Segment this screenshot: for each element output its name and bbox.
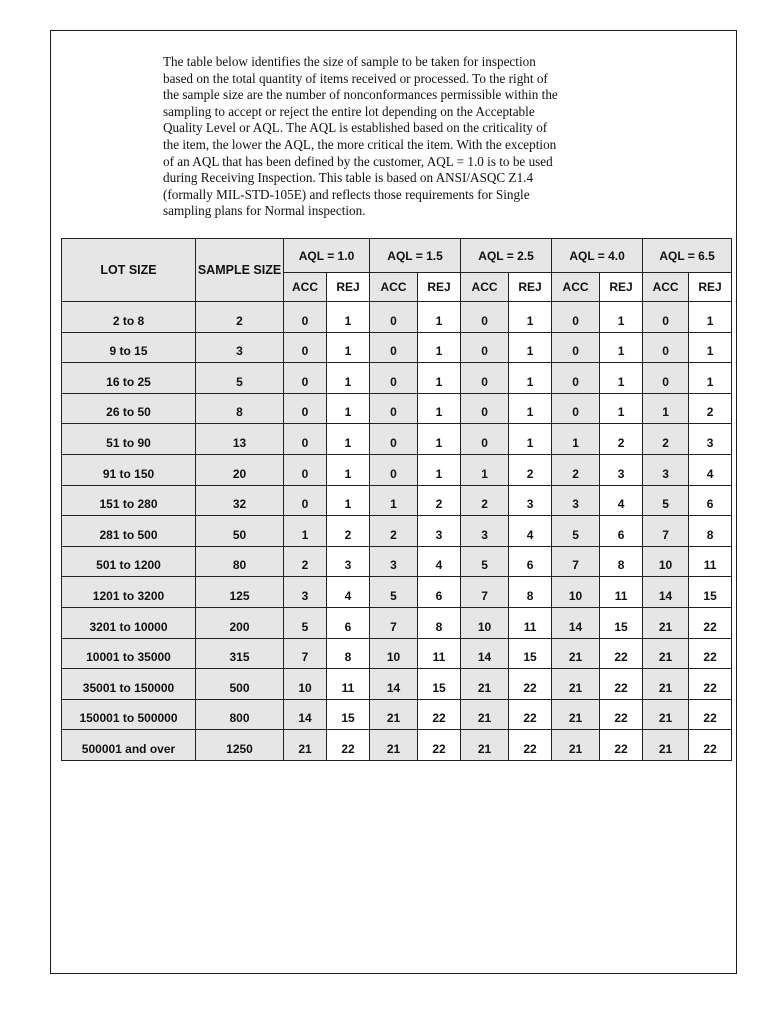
intro-line: The table below identifies the size of sample to be taken for inspection [163,54,536,69]
acc-cell: 2 [552,454,600,485]
rej-cell: 2 [689,393,732,424]
rej-cell: 1 [509,302,552,333]
lot-size-cell: 3201 to 10000 [62,607,196,638]
acc-cell: 5 [552,516,600,547]
rej-cell: 4 [327,577,370,608]
rej-cell: 22 [689,638,732,669]
table-row [62,607,732,638]
acc-cell: 3 [643,454,689,485]
acc-cell: 2 [643,424,689,455]
acc-cell: 14 [284,699,327,730]
lot-size-cell: 151 to 280 [62,485,196,516]
rej-cell: 11 [600,577,643,608]
acc-header: ACC [284,273,327,302]
rej-cell: 15 [689,577,732,608]
acc-cell: 0 [370,332,418,363]
acc-header: ACC [643,273,689,302]
rej-header: REJ [418,273,461,302]
rej-cell: 1 [418,363,461,394]
rej-cell: 22 [689,669,732,700]
aql-sampling-table [61,238,732,761]
aql-header: AQL = 2.5 [461,239,552,273]
acc-cell: 3 [284,577,327,608]
rej-cell: 22 [509,669,552,700]
rej-cell: 1 [418,393,461,424]
lot-size-cell: 51 to 90 [62,424,196,455]
table-row [62,669,732,700]
table-body [62,302,732,761]
table-row [62,546,732,577]
rej-cell: 1 [509,393,552,424]
acc-cell: 0 [461,363,509,394]
sample-size-cell: 200 [196,607,284,638]
lot-size-cell: 150001 to 500000 [62,699,196,730]
acc-cell: 0 [284,302,327,333]
sample-size-header: SAMPLE SIZE [196,239,284,302]
acc-cell: 10 [643,546,689,577]
table-row [62,638,732,669]
acc-cell: 0 [370,302,418,333]
rej-cell: 15 [418,669,461,700]
acc-cell: 0 [552,302,600,333]
rej-cell: 22 [689,730,732,761]
sample-size-cell: 32 [196,485,284,516]
rej-cell: 3 [327,546,370,577]
acc-cell: 2 [461,485,509,516]
intro-line: of an AQL that has been defined by the customer, AQL = 1.0 is to be used [163,153,553,169]
lot-size-cell: 26 to 50 [62,393,196,424]
acc-cell: 21 [643,638,689,669]
lot-size-cell: 9 to 15 [62,332,196,363]
acc-cell: 2 [284,546,327,577]
lot-size-cell: 91 to 150 [62,454,196,485]
rej-cell: 3 [689,424,732,455]
acc-cell: 0 [370,393,418,424]
acc-cell: 10 [552,577,600,608]
rej-cell: 1 [600,363,643,394]
rej-cell: 1 [327,363,370,394]
rej-cell: 1 [327,485,370,516]
acc-cell: 0 [461,332,509,363]
table-row [62,332,732,363]
rej-cell: 3 [600,454,643,485]
rej-cell: 8 [600,546,643,577]
rej-cell: 1 [327,393,370,424]
rej-header: REJ [509,273,552,302]
acc-cell: 5 [370,577,418,608]
rej-cell: 22 [689,607,732,638]
rej-cell: 22 [600,669,643,700]
table-row [62,454,732,485]
sample-size-cell: 800 [196,699,284,730]
sample-size-cell: 500 [196,669,284,700]
table-row [62,699,732,730]
rej-cell: 6 [418,577,461,608]
acc-cell: 21 [552,638,600,669]
acc-cell: 14 [461,638,509,669]
aql-header: AQL = 1.5 [370,239,461,273]
acc-cell: 0 [552,363,600,394]
rej-cell: 22 [689,699,732,730]
intro-line: the sample size are the number of nonconformances permissible within the [163,87,558,103]
acc-cell: 0 [370,363,418,394]
rej-cell: 1 [327,302,370,333]
rej-cell: 15 [509,638,552,669]
acc-cell: 0 [461,393,509,424]
sample-size-cell: 50 [196,516,284,547]
sample-size-cell: 1250 [196,730,284,761]
intro-line: (formally MIL-STD-105E) and reflects those requirements for Single [163,186,530,202]
rej-cell: 8 [689,516,732,547]
rej-cell: 11 [509,607,552,638]
rej-cell: 1 [600,393,643,424]
acc-cell: 10 [461,607,509,638]
rej-cell: 2 [509,454,552,485]
acc-cell: 21 [643,699,689,730]
rej-cell: 3 [418,516,461,547]
acc-cell: 21 [552,669,600,700]
acc-cell: 0 [284,332,327,363]
intro-line: sampling plans for Normal inspection. [163,203,366,219]
aql-header: AQL = 1.0 [284,239,370,273]
lot-size-cell: 10001 to 35000 [62,638,196,669]
lot-size-cell: 35001 to 150000 [62,669,196,700]
rej-cell: 15 [327,699,370,730]
lot-size-cell: 501 to 1200 [62,546,196,577]
rej-cell: 1 [689,363,732,394]
acc-cell: 7 [370,607,418,638]
intro-line: based on the total quantity of items received or processed. To the right of [163,70,548,86]
acc-cell: 1 [284,516,327,547]
sample-size-cell: 5 [196,363,284,394]
rej-cell: 8 [418,607,461,638]
acc-cell: 0 [370,424,418,455]
acc-cell: 7 [552,546,600,577]
acc-cell: 0 [552,332,600,363]
acc-cell: 21 [461,730,509,761]
acc-cell: 21 [284,730,327,761]
rej-header: REJ [689,273,732,302]
sample-size-cell: 20 [196,454,284,485]
sample-size-cell: 315 [196,638,284,669]
rej-cell: 1 [327,424,370,455]
rej-cell: 2 [600,424,643,455]
rej-cell: 1 [418,454,461,485]
acc-cell: 5 [284,607,327,638]
lot-size-cell: 2 to 8 [62,302,196,333]
acc-cell: 5 [461,546,509,577]
acc-cell: 0 [284,393,327,424]
acc-cell: 0 [284,424,327,455]
rej-cell: 11 [327,669,370,700]
rej-cell: 6 [689,485,732,516]
rej-cell: 1 [689,302,732,333]
acc-cell: 0 [284,454,327,485]
rej-cell: 22 [418,730,461,761]
rej-cell: 11 [689,546,732,577]
rej-cell: 11 [418,638,461,669]
table-row [62,516,732,547]
sample-size-cell: 8 [196,393,284,424]
acc-header: ACC [461,273,509,302]
rej-cell: 22 [418,699,461,730]
acc-cell: 3 [552,485,600,516]
acc-cell: 21 [643,730,689,761]
lot-size-cell: 500001 and over [62,730,196,761]
rej-cell: 22 [600,730,643,761]
acc-cell: 7 [461,577,509,608]
rej-cell: 6 [509,546,552,577]
rej-header: REJ [600,273,643,302]
rej-cell: 1 [327,332,370,363]
intro-line: Quality Level or AQL. The AQL is established based on the criticality of [163,120,548,136]
acc-header: ACC [370,273,418,302]
acc-cell: 21 [461,699,509,730]
acc-cell: 7 [643,516,689,547]
rej-cell: 1 [418,302,461,333]
acc-cell: 0 [461,302,509,333]
lot-size-cell: 1201 to 3200 [62,577,196,608]
acc-cell: 14 [643,577,689,608]
acc-cell: 3 [370,546,418,577]
acc-header: ACC [552,273,600,302]
aql-header: AQL = 6.5 [643,239,732,273]
acc-cell: 3 [461,516,509,547]
intro-line: sampling to accept or reject the entire lot depending on the Acceptable [163,103,535,119]
rej-cell: 8 [509,577,552,608]
acc-cell: 21 [370,730,418,761]
rej-cell: 22 [327,730,370,761]
acc-cell: 21 [552,730,600,761]
rej-cell: 3 [509,485,552,516]
table-row [62,424,732,455]
lot-size-header: LOT SIZE [62,239,196,302]
rej-cell: 22 [600,638,643,669]
acc-cell: 2 [370,516,418,547]
acc-cell: 21 [552,699,600,730]
rej-cell: 6 [327,607,370,638]
rej-cell: 22 [509,730,552,761]
sample-size-cell: 80 [196,546,284,577]
rej-cell: 1 [509,424,552,455]
acc-cell: 10 [370,638,418,669]
rej-cell: 22 [509,699,552,730]
sample-size-cell: 2 [196,302,284,333]
sample-size-cell: 13 [196,424,284,455]
acc-cell: 7 [284,638,327,669]
acc-cell: 0 [643,332,689,363]
rej-cell: 1 [509,363,552,394]
table-row [62,393,732,424]
rej-cell: 6 [600,516,643,547]
rej-cell: 1 [600,332,643,363]
rej-cell: 4 [689,454,732,485]
table-row [62,363,732,394]
sample-size-cell: 125 [196,577,284,608]
acc-cell: 0 [284,485,327,516]
rej-cell: 4 [509,516,552,547]
acc-cell: 21 [643,669,689,700]
table-row [62,485,732,516]
acc-cell: 1 [643,393,689,424]
table-row [62,730,732,761]
acc-cell: 0 [370,454,418,485]
rej-cell: 1 [689,332,732,363]
rej-header: REJ [327,273,370,302]
acc-cell: 5 [643,485,689,516]
intro-line: the item, the lower the AQL, the more critical the item. With the exception [163,136,557,152]
aql-header: AQL = 4.0 [552,239,643,273]
rej-cell: 1 [600,302,643,333]
rej-cell: 4 [418,546,461,577]
acc-cell: 1 [552,424,600,455]
table-row [62,577,732,608]
rej-cell: 4 [600,485,643,516]
rej-cell: 8 [327,638,370,669]
rej-cell: 2 [418,485,461,516]
rej-cell: 2 [327,516,370,547]
sample-size-cell: 3 [196,332,284,363]
acc-cell: 10 [284,669,327,700]
rej-cell: 1 [327,454,370,485]
rej-cell: 22 [600,699,643,730]
acc-cell: 1 [461,454,509,485]
intro-line: during Receiving Inspection. This table is based on ANSI/ASQC Z1.4 [163,170,534,186]
acc-cell: 21 [643,607,689,638]
intro-paragraph [163,54,625,220]
acc-cell: 0 [552,393,600,424]
acc-cell: 0 [461,424,509,455]
acc-cell: 14 [552,607,600,638]
lot-size-cell: 281 to 500 [62,516,196,547]
acc-cell: 21 [370,699,418,730]
lot-size-cell: 16 to 25 [62,363,196,394]
acc-cell: 21 [461,669,509,700]
acc-cell: 0 [643,302,689,333]
rej-cell: 1 [509,332,552,363]
acc-cell: 0 [284,363,327,394]
acc-cell: 1 [370,485,418,516]
rej-cell: 1 [418,332,461,363]
acc-cell: 14 [370,669,418,700]
rej-cell: 15 [600,607,643,638]
table-row [62,302,732,333]
acc-cell: 0 [643,363,689,394]
rej-cell: 1 [418,424,461,455]
